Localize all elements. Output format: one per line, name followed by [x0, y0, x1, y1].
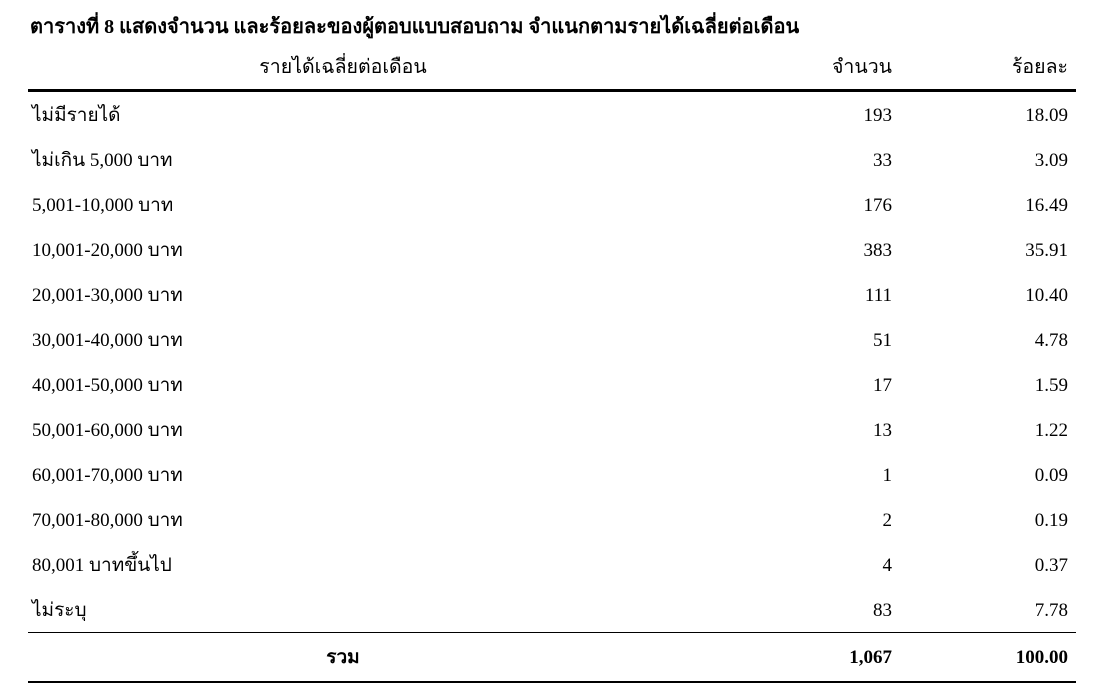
- table-row: [28, 317, 1076, 362]
- table-total-row: [28, 633, 1076, 682]
- row-count: 83: [873, 599, 892, 621]
- row-count: 33: [873, 149, 892, 171]
- row-count: 13: [873, 419, 892, 441]
- row-label: 5,001-10,000 บาท: [32, 194, 174, 216]
- row-count: 1: [882, 464, 892, 486]
- row-percent: 10.40: [1025, 284, 1068, 306]
- income-distribution-table: [28, 45, 1076, 683]
- table-row: [28, 182, 1076, 227]
- table-caption: ตารางที่ 8 แสดงจำนวน และร้อยละของผู้ตอบแบบสอบถาม จำแนกตามรายได้เฉลี่ยต่อเดือน: [30, 16, 800, 38]
- row-label: 10,001-20,000 บาท: [32, 239, 183, 261]
- row-percent: 4.78: [1034, 329, 1068, 351]
- row-label: 30,001-40,000 บาท: [32, 329, 183, 351]
- table-row: [28, 542, 1076, 587]
- row-count: 176: [863, 194, 892, 216]
- table-body: [28, 92, 1076, 633]
- row-label: 20,001-30,000 บาท: [32, 284, 183, 306]
- total-label: รวม: [326, 647, 360, 668]
- row-percent: 7.78: [1034, 599, 1068, 621]
- table-row: [28, 587, 1076, 633]
- row-percent: 35.91: [1025, 239, 1068, 261]
- column-header-income: รายได้เฉลี่ยต่อเดือน: [259, 57, 427, 78]
- total-count: 1,067: [849, 647, 892, 668]
- row-count: 4: [882, 554, 892, 576]
- table-row: [28, 452, 1076, 497]
- row-label: ไม่ระบุ: [32, 599, 87, 621]
- row-percent: 0.09: [1034, 464, 1068, 486]
- table-row: [28, 227, 1076, 272]
- row-count: 2: [882, 509, 892, 531]
- row-label: 60,001-70,000 บาท: [32, 464, 183, 486]
- row-percent: 0.19: [1034, 509, 1068, 531]
- row-count: 193: [863, 104, 892, 126]
- table-row: [28, 137, 1076, 182]
- column-header-count: จำนวน: [832, 57, 892, 78]
- row-count: 111: [864, 284, 892, 306]
- table-row: [28, 272, 1076, 317]
- row-count: 17: [873, 374, 892, 396]
- row-percent: 16.49: [1025, 194, 1068, 216]
- table-row: [28, 497, 1076, 542]
- table-header: [28, 45, 1076, 90]
- row-percent: 18.09: [1025, 104, 1068, 126]
- table-header-row: [28, 45, 1076, 90]
- column-header-percent: ร้อยละ: [1011, 57, 1068, 78]
- row-percent: 3.09: [1034, 149, 1068, 171]
- total-percent: 100.00: [1015, 647, 1068, 668]
- row-label: 80,001 บาทขึ้นไป: [32, 554, 172, 576]
- row-percent: 1.22: [1034, 419, 1068, 441]
- row-label: ไม่เกิน 5,000 บาท: [32, 149, 173, 171]
- row-count: 383: [863, 239, 892, 261]
- table-row: [28, 362, 1076, 407]
- row-percent: 1.59: [1034, 374, 1068, 396]
- row-label: 50,001-60,000 บาท: [32, 419, 183, 441]
- row-percent: 0.37: [1034, 554, 1068, 576]
- row-label: 70,001-80,000 บาท: [32, 509, 183, 531]
- row-label: 40,001-50,000 บาท: [32, 374, 183, 396]
- row-count: 51: [873, 329, 892, 351]
- table-row: [28, 407, 1076, 452]
- row-label: ไม่มีรายได้: [32, 104, 121, 126]
- table-row: [28, 92, 1076, 137]
